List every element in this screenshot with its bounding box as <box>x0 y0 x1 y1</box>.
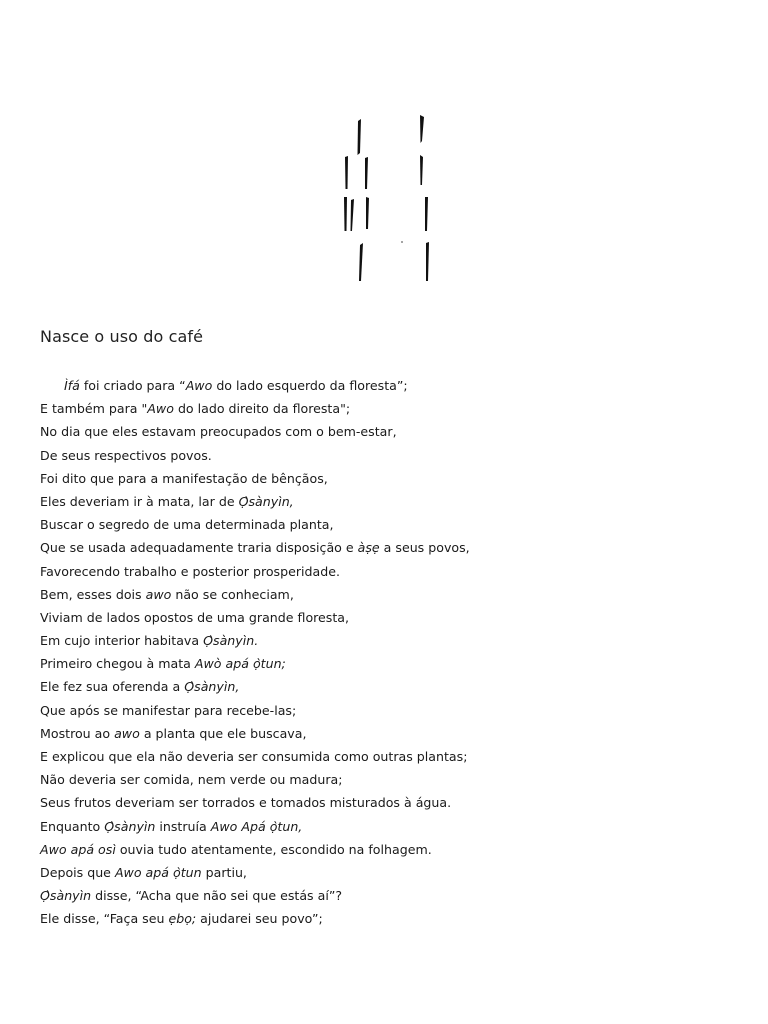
line-text: Depois que <box>40 864 115 880</box>
italic-term: awo <box>114 725 140 741</box>
line-text: Que após se manifestar para recebe-las; <box>40 702 297 718</box>
italic-term: Ọ̀sànyìn, <box>238 493 294 509</box>
line-text: a planta que ele buscava, <box>139 725 307 741</box>
italic-term: Ọ̀sànyìn. <box>203 633 259 649</box>
poem-line <box>40 772 740 795</box>
poem-line <box>40 888 740 911</box>
italic-term: Awo <box>185 378 213 393</box>
poem-line <box>40 795 740 818</box>
poem-line <box>40 819 740 842</box>
odu-mark <box>345 156 348 189</box>
poem-line <box>40 401 740 424</box>
poem-line <box>40 610 740 633</box>
line-text: ajudarei seu povo”; <box>196 911 323 927</box>
italic-term: Ìfá <box>64 378 80 393</box>
line-text: foi criado para “ <box>79 378 186 393</box>
poem-line <box>40 842 740 865</box>
poem-body <box>40 378 740 935</box>
line-text: Em cujo interior habitava <box>40 633 204 649</box>
poem-line <box>40 911 740 934</box>
poem-line <box>40 471 740 494</box>
odu-mark <box>351 199 355 231</box>
odu-mark <box>420 155 423 185</box>
section-title: Nasce o uso do café <box>40 327 204 346</box>
italic-term: Ọ̀sànyìn <box>40 888 92 904</box>
italic-term: "Awo <box>141 401 174 417</box>
italic-term: ẹbọ; <box>168 911 197 927</box>
poem-line <box>40 633 740 656</box>
poem-line <box>40 517 740 540</box>
line-text: Que se usada adequadamente traria disposição e <box>40 540 358 556</box>
line-text: Foi dito que para a manifestação de bênçãos, <box>40 470 328 486</box>
poem-line <box>40 564 740 587</box>
line-text: E também para <box>40 401 142 417</box>
line-text: do lado direito da floresta"; <box>173 401 351 417</box>
line-text: instruía <box>155 818 211 834</box>
odu-mark <box>426 242 429 281</box>
italic-term: Awò apá ọ̀tun; <box>194 656 286 672</box>
line-text: Mostrou ao <box>40 725 115 741</box>
line-text: Favorecendo trabalho e posterior prosperidade. <box>40 563 340 579</box>
line-text: Ele disse, “Faça seu <box>40 911 169 927</box>
line-text: a seus povos, <box>379 540 470 556</box>
line-text: No dia que eles estavam preocupados com o bem-estar, <box>40 424 397 440</box>
poem-line <box>40 703 740 726</box>
odu-mark <box>344 197 347 231</box>
line-text: Primeiro chegou à mata <box>40 656 195 672</box>
line-text: Enquanto <box>40 818 105 834</box>
odu-ifa-signature-figure <box>330 105 440 295</box>
poem-line <box>40 448 740 471</box>
odu-mark <box>366 197 369 229</box>
italic-term: Awo apá ọ̀tun <box>114 864 202 880</box>
italic-term: Awo Apá ọ̀tun, <box>210 818 303 834</box>
poem-line <box>40 424 740 447</box>
odu-mark <box>425 197 428 231</box>
line-text: De seus respectivos povos. <box>40 447 212 463</box>
italic-term: àṣẹ <box>357 540 380 556</box>
line-text: não se conheciam, <box>171 586 294 602</box>
line-text: do lado esquerdo da floresta”; <box>212 378 408 393</box>
poem-line <box>40 378 740 401</box>
line-text: Eles deveriam ir à mata, lar de <box>40 493 239 509</box>
italic-term: Awo apá osì <box>40 841 116 857</box>
line-text: disse, “Acha que não sei que estás aí”? <box>91 888 343 904</box>
line-text: Buscar o segredo de uma determinada planta, <box>40 517 334 533</box>
line-text: Seus frutos deveriam ser torrados e tomados misturados à água. <box>40 795 452 811</box>
odu-mark <box>420 115 424 143</box>
odu-mark <box>365 157 368 189</box>
poem-line <box>40 679 740 702</box>
poem-line <box>40 865 740 888</box>
italic-term: Ọ̀sànyìn, <box>184 679 240 695</box>
line-text: Bem, esses dois <box>40 586 146 602</box>
poem-line <box>40 540 740 563</box>
italic-term: Ọ̀sànyìn <box>104 818 156 834</box>
line-text: Ele fez sua oferenda a <box>40 679 185 695</box>
line-text: Não deveria ser comida, nem verde ou madura; <box>40 772 343 788</box>
poem-line <box>40 656 740 679</box>
poem-line <box>40 749 740 772</box>
line-text: E explicou que ela não deveria ser consumida como outras plantas; <box>40 749 468 764</box>
poem-line <box>40 587 740 610</box>
odu-mark <box>358 119 362 155</box>
italic-term: awo <box>145 586 172 602</box>
line-text: Viviam de lados opostos de uma grande floresta, <box>40 609 350 625</box>
poem-line <box>40 726 740 749</box>
odu-mark <box>359 243 363 281</box>
poem-line <box>40 494 740 517</box>
line-text: ouvia tudo atentamente, escondido na folhagem. <box>115 841 432 857</box>
line-text: partiu, <box>201 864 247 880</box>
